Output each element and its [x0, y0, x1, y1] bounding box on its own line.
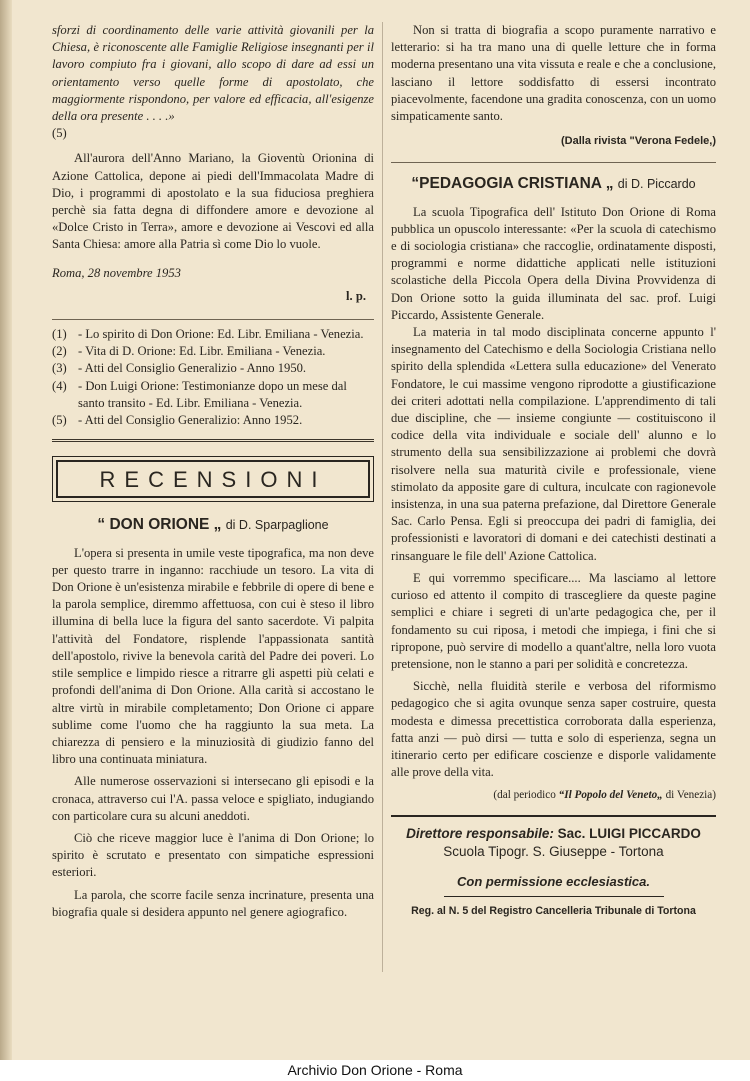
aurora-paragraph: All'aurora dell'Anno Mariano, la Gioventù Orionina di Azione Cattolica, depone ai piedi dell'Immacolata Madre di Dio, i programmi di apostolato e la sua fiduciosa preghiera perchè sia fatta degna di diffondere amore e devozione al «Dolce Cristo in Terra», amore e devozione ai Vescovi ed alla Santa Chiesa: amore alla Patria sì come Dio lo vuole.: [52, 151, 374, 252]
footnote-item: (1) - Lo spirito di Don Orione: Ed. Libr. Emiliana - Venezia.: [52, 327, 364, 342]
review1-continued: Non si tratta di biografia a scopo puramente narrativo e letterario: si ha tra mano una di quelle letture che in forma moderna presentano una vita vissuta e reale e che a conclusione, lasciano il lettore soddisfatto di essersi incontrato piacevolmente, facendone una gradita conoscenza, con un uomo simpaticamente santo.: [391, 23, 716, 124]
dateline: [52, 265, 374, 282]
permission-rule: [444, 896, 664, 897]
colophon-printer: Scuola Tipogr. S. Giuseppe - Tortona: [443, 843, 664, 859]
review-author: di D. Sparpaglione: [225, 518, 329, 533]
review1-paragraph: L'opera si presenta in umile veste tipografica, ma non deve per questo trarre in inganno: racchiude un tesoro. La vita di Don Orione è un'esistenza mirabile e febbrile di opere di bene e la parola semplice, diremmo affettuosa, con cui è steso il libro illumina di bella luce la figura del santo sacerdote. Vi palpita l'attività del Fondatore, risplende l'appassionata santità dell'apostolo, rivive la benevola carità del Padre dei poveri. Lo stile semplice e limpido riesce a ritrarre gli aspetti più celati e profondi dell'anima di Don Orione. Alla carità si accostano le altre virtù in mirabile completamento; Don Orione ci appare sublime come l'uomo che ha raggiunto la sua meta. La chiarezza di pensiero e la minuziosità di giudizio fanno del libro una continuata miniatura.: [52, 545, 374, 767]
column-divider: [382, 22, 383, 972]
review2-paragraph: La scuola Tipografica dell' Istituto Don Orione di Roma pubblica un opuscolo interessante: «Per la scuola di catechismo e di sociologia cristiana» che raccoglie, ordinatamente disposti, programmi e norme didattiche applicati nelle istituzioni scolastiche della Piccola Opera della Divina Provvidenza di Don Orione sotto la guida illuminata del sac. prof. Luigi Piccardo, Assistente Generale.: [391, 204, 716, 322]
review1-source: (Dalla rivista "Verona Fedele,): [561, 135, 716, 148]
colophon-rule: [391, 815, 716, 817]
section-rule: [52, 439, 374, 442]
review2-paragraph: La materia in tal modo disciplinata concerne appunto l' insegnamento del Catechismo e della Sociologia Cristiana nello spirito della splendida «Lettera sulla educazione» del Venerato Fondatore, le cui massime vengono riprodotte a giustificazione dei criteri adottati nella compilazione. L'apprendimento di tali due discipline, che — insieme congiunte — costituiscono il codice della vita individuale e sociale dell' alunno e lo strumento della sua sensibilizzazione ai problemi che dovrà risolvere nella sua maturità civile e professionale, viene stimolato da apposite gare di cultura, inculcate con ragionevole insistenza, in una sua paterna prefazione, dal Direttore Generale Sac. Carlo Pensa. Egli si preoccupa dei padri di famiglia, dei professionisti e lavoratori di domani e dei catechisti destinati a rinsanguare le file dell' Azione Cattolica.: [391, 325, 716, 563]
review2-paragraph: E qui vorremmo specificare.... Ma lasciamo al lettore curioso ed attento il compito di trascegliere da queste pagine semplici e chiare i segreti di un'arte pedagogica che, per il fondamento su cui riposa, i metodi che impiega, i fini che si ripropone, può servire di modello a quant'altre, nella loro vuota pretensione, non le stanno a pari per solidità e concretezza.: [391, 570, 716, 671]
review2-paragraph: Sicchè, nella fluidità sterile e verbosa del riformismo pedagogico che si agita ovunque senza saper costruire, questa modesta e dimessa precettistica corroborata dalla esperienza, fatta anzi — può dirsi — tutta e solo di esperienza, segna un itinerario certo per edificare coscienze e disporle validamente alle prove della vita.: [391, 679, 716, 780]
review1-paragraph: Alle numerose osservazioni si intersecano gli episodi e la cronaca, attraverso cui l'A. passa veloce e spigliato, indugiando con particolare cura su alcuni aneddoti.: [52, 774, 374, 823]
footnote-item: (2) - Vita di D. Orione: Ed. Libr. Emiliana - Venezia.: [52, 344, 326, 359]
footnotes-list: [52, 326, 374, 429]
archive-label: Archivio Don Orione - Roma: [287, 1062, 463, 1078]
section-heading: RECENSIONI: [56, 460, 370, 498]
review2-source: (dal periodico “Il Popolo del Veneto„ di Venezia): [493, 789, 716, 802]
place-date: Roma, 28 novembre 1953: [52, 265, 181, 280]
title-rule: [391, 162, 716, 163]
left-column: [52, 22, 374, 921]
page-gutter: [0, 0, 12, 1062]
footnote-item: (5) - Atti del Consiglio Generalizio: Anno 1952.: [52, 413, 303, 428]
colophon-registry: Reg. al N. 5 del Registro Cancelleria Tribunale di Tortona: [411, 904, 696, 917]
colophon-permission: Con permissione ecclesiastica.: [457, 873, 650, 889]
signature-row: [52, 288, 374, 305]
footnote-item: (3) - Atti del Consiglio Generalizio - Anno 1950.: [52, 361, 307, 376]
review1-paragraph: Ciò che riceve maggior luce è l'anima di Don Orione; lo spirito è scrutato e presentato con simpatiche espressioni esteriori.: [52, 830, 374, 880]
review-author: di D. Piccardo: [617, 177, 696, 192]
recensioni-heading-box: [52, 456, 374, 502]
review-title-don-orione: “ DON ORIONE „ di D. Sparpaglione: [97, 516, 329, 534]
colophon-director: Direttore responsabile: Sac. LUIGI PICCARDO: [406, 825, 701, 841]
review1-paragraph: La parola, che scorre facile senza incrinature, presenta una biografia quale si desidera appunto nel genere agiografico.: [52, 887, 374, 919]
footnotes-rule: [52, 319, 374, 320]
review-title-pedagogia: “PEDAGOGIA CRISTIANA „ di D. Piccardo: [411, 175, 696, 193]
intro-quote: sforzi di coordinamento delle varie attività giovanili per la Chiesa, è riconoscente alle Famiglie Religiose insegnanti per il lavoro compiuto fra i giovani, allo scopo di dare ad essi un orientamento verso quelle forme di apostolato, che maggiormente rispondono, per valore ed efficacia, all'esigenze della ora presente . . . .»: [52, 23, 374, 124]
footnote-item: (4) - Don Luigi Orione: Testimonianze dopo un mese dal santo transito - Ed. Libr. Emiliana - Venezia.: [52, 378, 347, 410]
intro-footnote-mark: (5): [52, 126, 67, 141]
signature-initials: l. p.: [346, 288, 366, 303]
right-column: [391, 22, 716, 920]
